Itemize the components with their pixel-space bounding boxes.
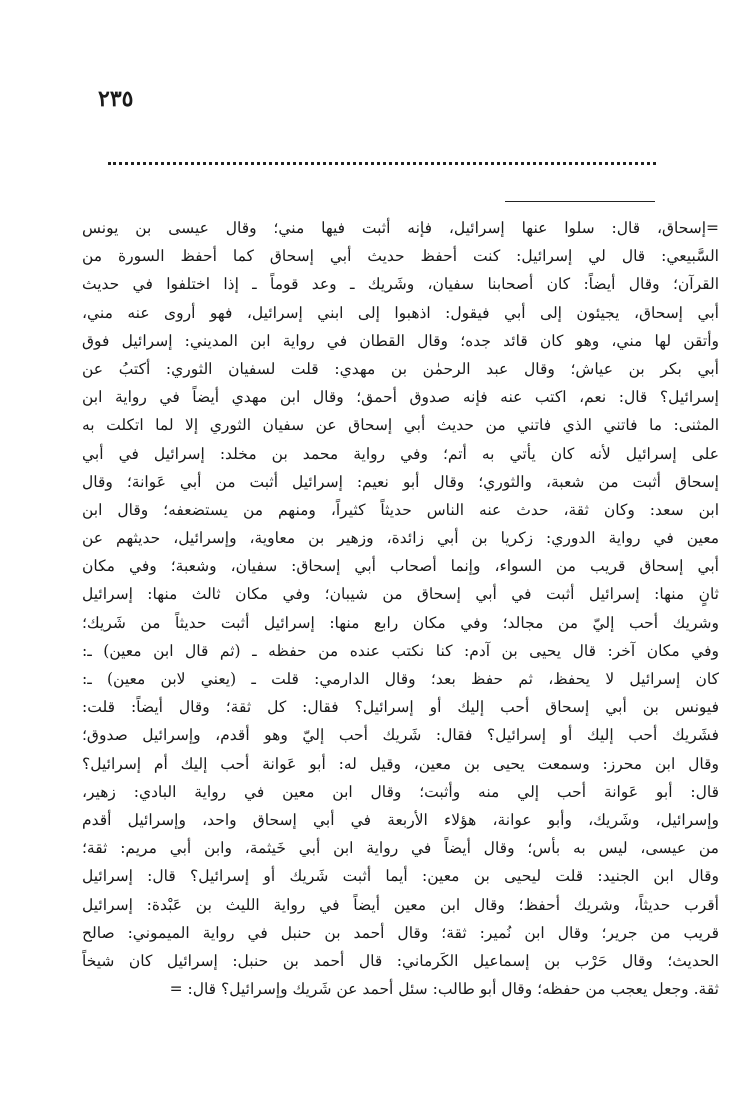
text-line: أبي إسحاق، يجيئون إلى أبي فيقول: اذهبوا إلى ابني إسرائيل، فهو أروى عنه مني،: [82, 303, 719, 322]
text-line: وقال ابن الجنيد: قلت ليحيى بن معين: أيما أثبت شَريك أو إسرائيل؟ قال: إسرائيل: [82, 867, 719, 886]
text-line: أبي بكر بن عياش؛ وقال عبد الرحمٰن بن مهدي: قلت لسفيان الثوري: أكتبُ عن: [82, 359, 719, 378]
text-line: ابن سعد: وكان ثقة، حدث عنه الناس حديثاً كثيراً، ومنهم من يستضعفه؛ وقال ابن: [82, 500, 719, 519]
text-line: القرآن؛ وقال أيضاً: كان أصحابنا سفيان، وشَريك ـ وعد قوماً ـ إذا اختلفوا في حديث: [82, 275, 719, 294]
text-line: السَّبيعي: قال لي إسرائيل: كنت أحفظ حديث أبي إسحاق كما أحفظ السورة من: [82, 247, 719, 266]
text-line: أبي إسحاق قريب من السواء، وإنما أصحاب أبي إسحاق: سفيان، وشعبة؛ وفي مكان: [82, 557, 719, 576]
text-line: ثقة. وجعل يعجب من حفظه؛ وقال أبو طالب: سئل أحمد عن شَريك وإسرائيل؟ قال: =: [169, 980, 719, 999]
text-line: كان إسرائيل لا يحفظ، ثم حفظ بعد؛ وقال الدارمي: قلت ـ (يعني لابن معين) ـ:: [82, 670, 719, 688]
text-line: إسحاق أثبت من شعبة، والثوري؛ وقال أبو نعيم: إسرائيل أثبت من أبي عَوانة؛ وقال: [82, 472, 719, 491]
text-line: الحديث؛ وقال حَرْب بن إسماعيل الكَرماني: قال أحمد بن حنبل: إسرائيل كان شيخاً: [82, 951, 719, 970]
text-line: فشَريك أحب إليك أو إسرائيل؟ فقال: شَريك أحب إليّ وهو أقدم، وإسرائيل صدوق؛: [82, 726, 719, 745]
text-line: قريب من جرير؛ وقال ابن نُمير: ثقة؛ وقال أحمد بن حنبل في رواية الميموني: صالح: [82, 923, 719, 942]
footnote-separator: [505, 201, 655, 202]
text-line: =إسحاق، قال: سلوا عنها إسرائيل، فإنه أثبت فيها مني؛ وقال عيسى بن يونس: [82, 219, 719, 237]
dotted-separator: [108, 162, 656, 165]
text-line: المثنى: ما فاتني الذي فاتني من حديث أبي إسحاق عن سفيان الثوري إلا لما اتكلت به: [82, 416, 719, 435]
text-line: قال: أبو عَوانة أحب إلي منه وأثبت؛ وقال ابن معين في رواية البادي: زهير،: [82, 782, 719, 801]
text-line: وإسرائيل، وشَريك، وأبو عوانة، هؤلاء الأربعة في أبي إسحاق واحد، وإسرائيل أقدم: [82, 810, 719, 829]
text-line: وشريك أحب إليّ من مجالد؛ وفي مكان رابع منها: إسرائيل أثبت حديثاً من شَريك؛: [82, 613, 719, 632]
text-line: أقرب حديثاً، وشريك أحفظ؛ وقال ابن معين أيضاً في رواية الليث بن عَبْدة: إسرائيل: [82, 895, 719, 914]
text-line: معين في رواية الدوري: زكريا بن أبي زائدة، وزهير بن معاوية، وإسرائيل، حديثهم عن: [82, 529, 719, 548]
text-line: من عيسى، ليس به بأس؛ وقال أيضاً في رواية ابن أبي خَيثمة، وابن أبي مريم: ثقة؛: [82, 839, 719, 858]
text-line: وفي مكان آخر: قال يحيى بن آدم: كنا نكتب عنده من حفظه ـ (ثم قال ابن معين) ـ:: [82, 641, 719, 660]
text-line: ثانٍ منها: إسرائيل أثبت في أبي إسحاق من شيبان؛ وفي مكان ثالث منها: إسرائيل: [82, 585, 719, 604]
text-line: على إسرائيل لأنه كان يأتي به أتم؛ وفي رواية محمد بن مخلد: إسرائيل في أبي: [82, 444, 719, 463]
text-line: وأتقن لها مني، وهو كان قائد جده؛ وقال القطان في رواية ابن المديني: إسرائيل فوق: [82, 331, 719, 350]
page-number: ٢٣٥: [98, 86, 134, 112]
footnote-text: [82, 214, 719, 1003]
text-line: فيونس بن أبي إسحاق أحب إليك أو إسرائيل؟ فقال: كل ثقة؛ وقال أيضاً: قلت:: [82, 698, 719, 717]
text-line: وقال ابن محرز: وسمعت يحيى بن معين، وقيل له: أبو عَوانة أحب إليك أم إسرائيل؟: [82, 754, 719, 773]
text-line: إسرائيل؟ قال: نعم، اكتب عنه فإنه صدوق أحمق؛ وقال ابن مهدي أيضاً في رواية ابن: [82, 388, 719, 407]
